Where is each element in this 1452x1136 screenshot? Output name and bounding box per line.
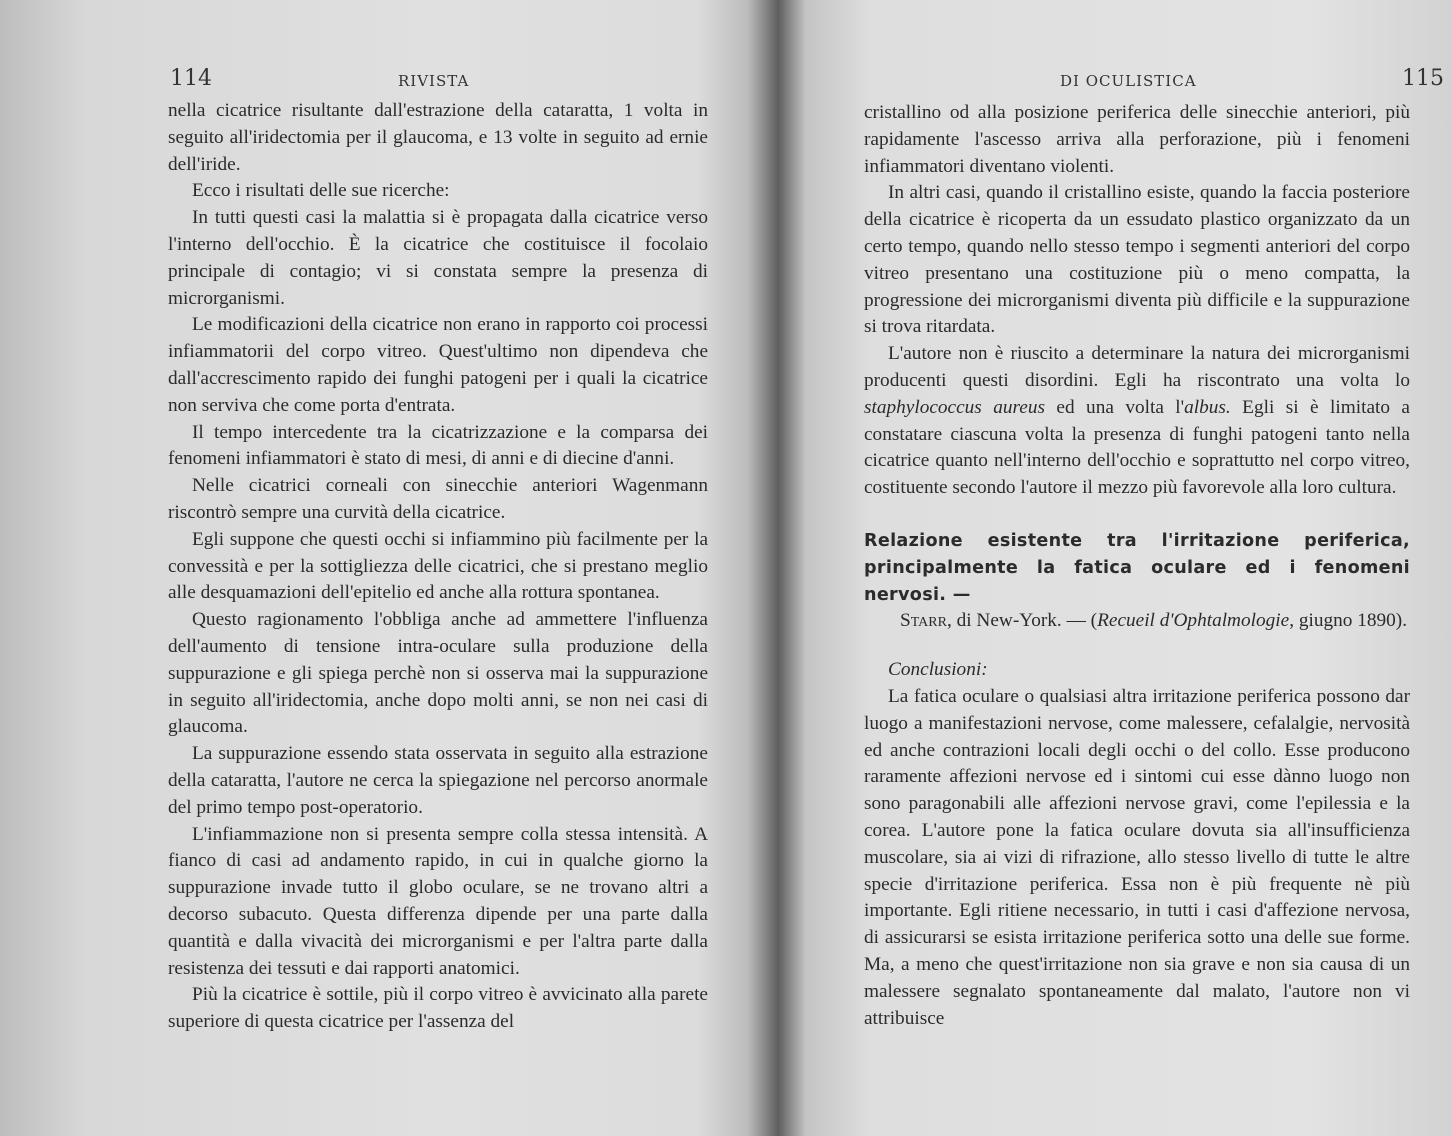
text-run: Egli si è limitato a constatare ciascuna volta la presenza di funghi patogeni tanto nella cicatrice quanto nell'interno dell'occhio e soprattutto nel corpo vitreo, costituente secondo l'autore il mezzo più favorevole alla loro cultura. bbox=[864, 396, 1410, 499]
right-page-number: 115 bbox=[1402, 66, 1444, 91]
species-name: staphylococcus aureus bbox=[864, 396, 1045, 418]
section-gap bbox=[864, 502, 1410, 528]
right-page bbox=[778, 0, 1452, 1136]
right-running-head: DI OCULISTICA bbox=[1060, 72, 1197, 90]
conclusions-label: Conclusioni: bbox=[888, 659, 988, 681]
left-page-number: 114 bbox=[170, 66, 212, 91]
paragraph: cristallino od alla posizione periferica delle sinecchie anteriori, più rapidamente l'ascesso arriva alla perforazione, più i fenomeni infiammatori diventano violenti. bbox=[864, 102, 1410, 177]
article-byline bbox=[864, 608, 1410, 635]
paragraph: Più la cicatrice è sottile, più il corpo vitreo è avvicinato alla parete superiore di questa cicatrice per l'assenza del bbox=[168, 984, 708, 1033]
paragraph: Il tempo intercedente tra la cicatrizzazione e la comparsa dei fenomeni infiammatori è stato di mesi, di anni e di diecine d'anni. bbox=[168, 421, 708, 470]
species-name: albus. bbox=[1184, 396, 1231, 418]
text-run: L'autore non è riuscito a determinare la natura dei microrganismi producenti questi disordini. Egli ha riscontrato una volta lo bbox=[864, 343, 1410, 391]
paragraph: Nelle cicatrici corneali con sinecchie anteriori Wagenmann riscontrò sempre una curvità della cicatrice. bbox=[168, 475, 708, 523]
byline-text: , di New-York. — ( bbox=[946, 610, 1098, 632]
paragraph: L'infiammazione non si presenta sempre colla stessa intensità. A fianco di casi ad andamento rapido, in cui in qualche giorno la suppurazione invade tutto il globo oculare, se ne trovano altri a decorso subacuto. Questa differenza dipende per una parte dalla quantità e dalla vivacità dei microrganismi e per l'altra parte dalla resistenza dei tessuti e dai rapporti anatomici. bbox=[168, 823, 708, 979]
paragraph: In tutti questi casi la malattia si è propagata dalla cicatrice verso l'interno dell'occhio. È la cicatrice che costituisce il focolaio principale di contagio; vi si constata sempre la presenza di microrganismi. bbox=[168, 207, 708, 309]
byline-date: , giugno 1890). bbox=[1289, 610, 1408, 632]
left-running-head: RIVISTA bbox=[398, 72, 470, 90]
conclusions-paragraph: La fatica oculare o qualsiasi altra irritazione periferica possono dar luogo a manifestazioni nervose, come malessere, cefalalgie, nervosità ed anche contrazioni locali degli occhi o del collo. Esse producono raramente affezioni nervose ed i sintomi cui esse dànno luogo non sono paragonabili alle affezioni nervose gravi, come l'epilessia e la corea. L'autore pone la fatica oculare dovuta sia all'insufficienza muscolare, sia ai vizi di rifrazione, allo stesso livello di tutte le altre specie d'irritazione periferica. Essa non è più frequente nè più importante. Egli ritiene necessario, in tutti i casi d'affezione nervosa, di assicurarsi se esista irritazione periferica sotto una delle sue forme. Ma, a meno che quest'irritazione non sia grave e non sia causa di un malessere segnalato spontaneamente dal malato, l'autore non vi attribuisce bbox=[864, 685, 1410, 1029]
paragraph: In altri casi, quando il cristallino esiste, quando la faccia posteriore della cicatrice è ricoperta da un essudato plastico organizzato da un certo tempo, quando nello stesso tempo i segmenti anteriori del corpo vitreo presentano una costituzione più o meno compatta, la progressione dei microrganismi diventa più difficile e la suppurazione si trova ritardata. bbox=[864, 182, 1410, 338]
left-column-text bbox=[168, 98, 708, 1036]
text-run: ed una volta l' bbox=[1045, 396, 1185, 418]
paragraph: Ecco i risultati delle sue ricerche: bbox=[192, 180, 450, 202]
journal-name: Recueil d'Ophtalmologie bbox=[1097, 610, 1290, 632]
paragraph: Questo ragionamento l'obbliga anche ad ammettere l'influenza dell'aumento di tensione intra-oculare sulla produzione della suppurazione e gli spiega perchè non si osserva mai la suppurazione in seguito all'iridectomia, anche dopo molti anni, se non nei casi di glaucoma. bbox=[168, 609, 708, 738]
paragraph: Egli suppone che questi occhi si infiammino più facilmente per la convessità e per la sottigliezza delle cicatrici, che si prestano meglio alle desquamazioni dell'epitelio ed anche alla rottura spontanea. bbox=[168, 528, 708, 604]
author-name: Starr bbox=[900, 610, 947, 632]
conclusions-heading bbox=[864, 657, 1410, 684]
article-title: Relazione esistente tra l'irritazione periferica, principalmente la fatica oculare ed i fenomeni nervosi. — bbox=[864, 530, 1410, 605]
right-column-text bbox=[864, 100, 1410, 1032]
paragraph: Le modificazioni della cicatrice non erano in rapporto coi processi infiammatorii del corpo vitreo. Quest'ultimo non dipendeva che dall'accrescimento rapido dei funghi patogeni per i quali la cicatrice non serviva che come porta d'entrata. bbox=[168, 314, 708, 416]
section-gap bbox=[864, 635, 1410, 657]
paragraph: nella cicatrice risultante dall'estrazione della cataratta, 1 volta in seguito all'iridectomia per il glaucoma, e 13 volte in seguito ad ernie dell'iride. bbox=[168, 100, 708, 175]
paragraph-bacteria bbox=[864, 341, 1410, 502]
paragraph: La suppurazione essendo stata osservata in seguito alla estrazione della cataratta, l'autore ne cerca la spiegazione nel percorso anormale del primo tempo post-operatorio. bbox=[168, 743, 708, 818]
